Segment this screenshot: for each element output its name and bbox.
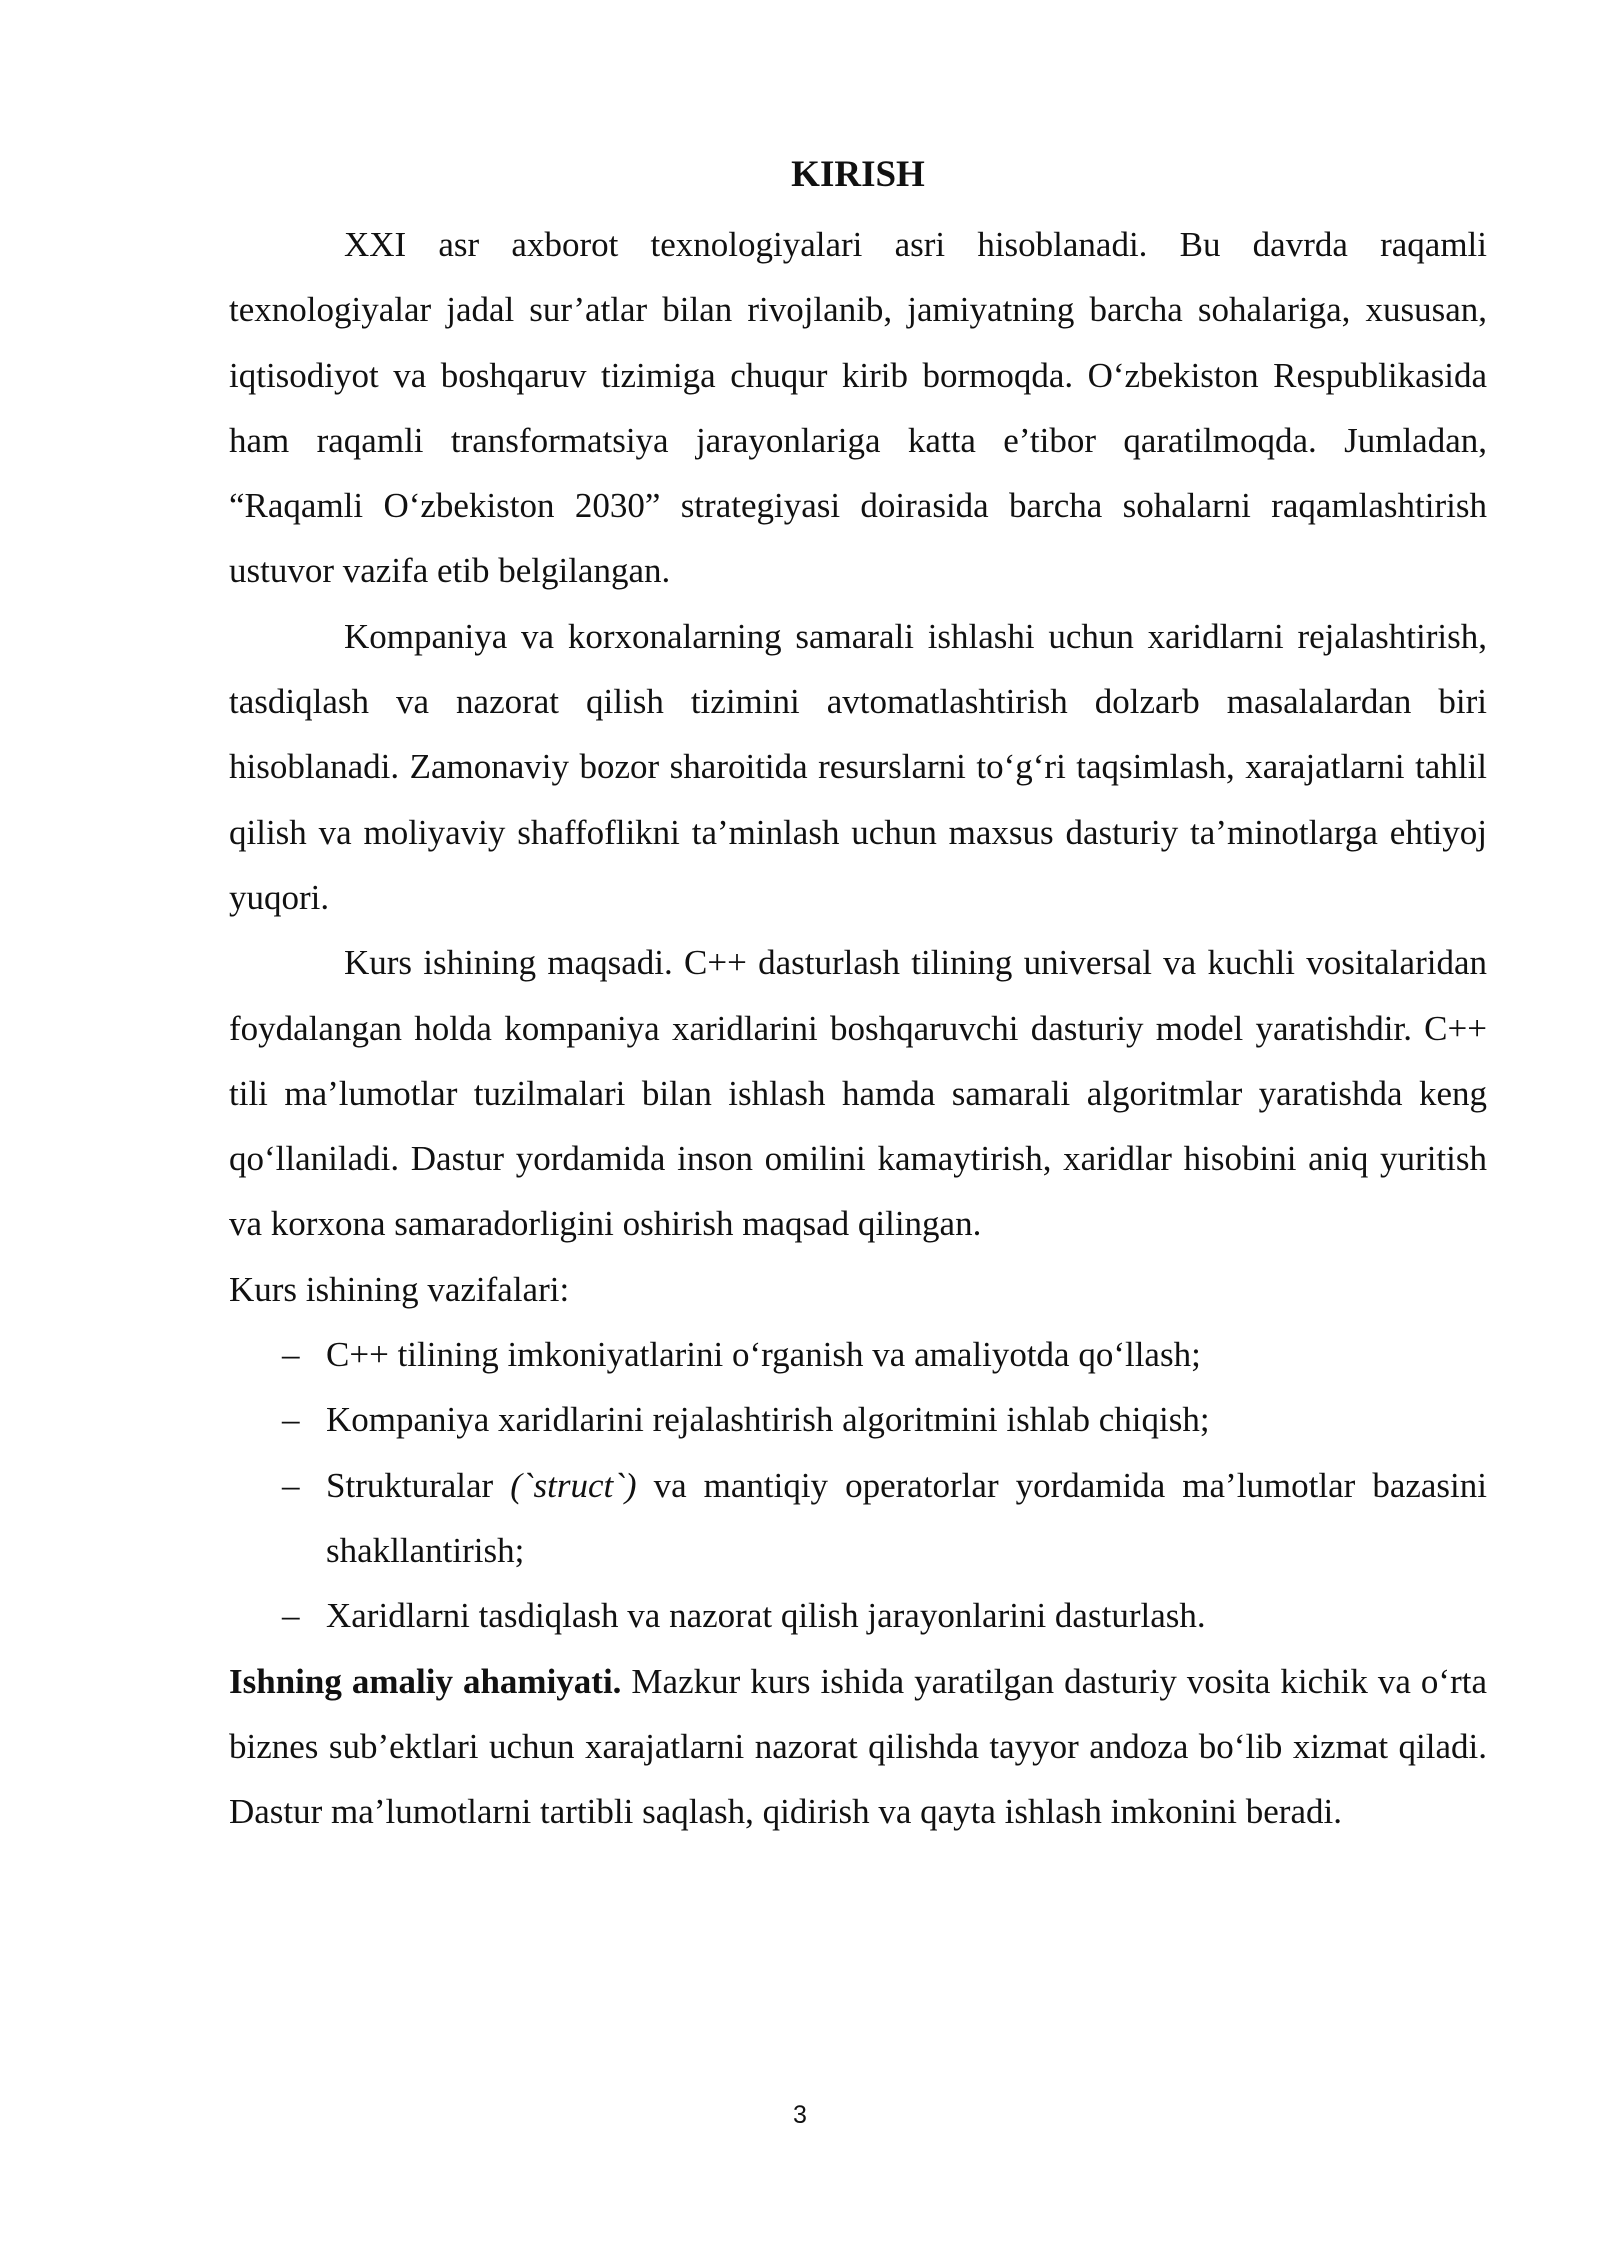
task-text: Kompaniya xaridlarini rejalashtirish algoritmini ishlab chiqish; [326, 1400, 1210, 1440]
page-number: 3 [793, 2101, 807, 2129]
page-content [229, 148, 1487, 1844]
intro-paragraph-1: XXI asr axborot texnologiyalari asri hisoblanadi. Bu davrda raqamli texnologiyalar jadal sur’atlar bilan rivojlanib, jamiyatning barcha sohalariga, xususan, iqtisodiyot va boshqaruv tizimiga chuqur kirib bormoqda. O‘zbekiston Respublikasida ham raqamli transformatsiya jarayonlariga katta e’tibor qaratilmoqda. Jumladan, “Raqamli O‘zbekiston 2030” strategiyasi doirasida barcha sohalarni raqamlashtirish ustuvor vazifa etib belgilangan. [229, 225, 1487, 591]
goal-paragraph: Kurs ishining maqsadi. C++ dasturlash tilining universal va kuchli vositalaridan foydalangan holda kompaniya xaridlarini boshqaruvchi dasturiy model yaratishdir. C++ tili ma’lumotlar tuzilmalari bilan ishlash hamda samarali algoritmlar yaratishda keng qo‘llaniladi. Dastur yordamida inson omilini kamaytirish, xaridlar hisobini aniq yuritish va korxona samaradorligini oshirish maqsad qilingan. [229, 943, 1487, 1244]
task-item-1 [229, 1322, 1487, 1387]
practical-text: Mazkur kurs ishida yaratilgan dasturiy vosita kichik va o‘rta biznes sub’ektlari uchun xarajatlarni nazorat qilishda tayyor andoza bo‘lib xizmat qiladi. Dastur ma’lumotlarni tartibli saqlash, qidirish va qayta ishlash imkonini beradi. [229, 1661, 1487, 1832]
dash-bullet: – [282, 1400, 300, 1440]
task-text-before: Strukturalar [326, 1465, 511, 1505]
dash-bullet: – [282, 1335, 300, 1375]
task-text-after: va mantiqiy operatorlar yordamida ma’lumotlar bazasini shakllantirish; [326, 1465, 1487, 1570]
task-text: C++ tilining imkoniyatlarini o‘rganish va amaliyotda qo‘llash; [326, 1335, 1201, 1375]
task-text: Xaridlarni tasdiqlash va nazorat qilish jarayonlarini dasturlash. [326, 1596, 1206, 1636]
practical-paragraph [229, 1649, 1487, 1845]
task-item-3 [229, 1453, 1487, 1584]
task-item-4 [229, 1583, 1487, 1648]
tasks-list [229, 1322, 1487, 1648]
tasks-heading: Kurs ishining vazifalari: [229, 1269, 570, 1309]
practical-label: Ishning amaliy ahamiyati. [229, 1661, 622, 1701]
task-item-2 [229, 1387, 1487, 1452]
dash-bullet: – [282, 1596, 300, 1636]
dash-bullet: – [282, 1465, 300, 1505]
intro-paragraph-2: Kompaniya va korxonalarning samarali ishlashi uchun xaridlarni rejalashtirish, tasdiqlash va nazorat qilish tizimini avtomatlashtirish dolzarb masalalardan biri hisoblanadi. Zamonaviy bozor sharoitida resurslarni to‘g‘ri taqsimlash, xarajatlarni tahlil qilish va moliyaviy shaffoflikni ta’minlash uchun maxsus dasturiy ta’minotlarga ehtiyoj yuqori. [229, 616, 1487, 917]
section-title: KIRISH [791, 154, 925, 195]
struct-keyword: (`struct`) [510, 1465, 637, 1505]
